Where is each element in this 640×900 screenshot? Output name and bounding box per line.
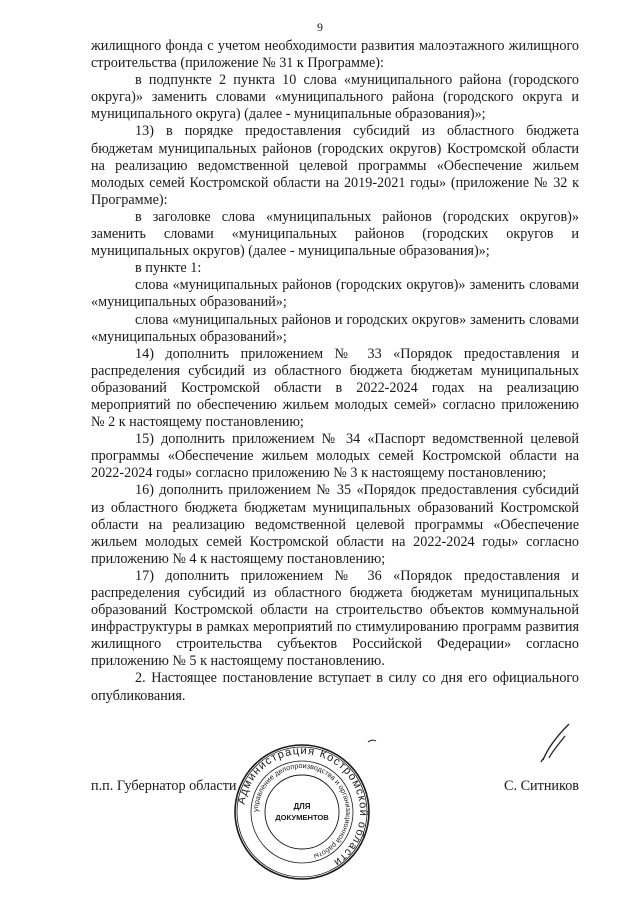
- paragraph: в заголовке слова «муниципальных районов (городских округов)» заменить словами «муниципальных районов (городских округов и муниципальных округов) (далее - муниципальные образования)»;: [91, 208, 579, 260]
- seal-inner-ring-text: управление делопроизводства и организационной работы: [250, 760, 354, 862]
- paragraph: 17) дополнить приложением № 36 «Порядок предоставления и распределения субсидий из областного бюджета бюджетам муниципальных образований Костромской области на строительство объектов коммунальной инфраструктуры в рамках мероприятий по стимулированию программ развития жилищного строительства субъектов Российской Федерации» согласно приложению № 5 к настоящему постановлению.: [91, 567, 579, 670]
- paragraph-continuation: жилищного фонда с учетом необходимости развития малоэтажного жилищного строительства (приложение № 31 к Программе):: [91, 38, 579, 72]
- document-body: [91, 38, 579, 705]
- paragraph: 14) дополнить приложением № 33 «Порядок предоставления и распределения субсидий из областного бюджета бюджетам муниципальных образований Костромской области в 2022-2024 годах на реализацию мероприятий по обеспечению жильем молодых семей» согласно приложению № 2 к настоящему постановлению;: [91, 345, 579, 431]
- paragraph: 15) дополнить приложением № 34 «Паспорт ведомственной целевой программы «Обеспечение жильем молодых семей Костромской области на 2022-2024 годы» согласно приложению № 3 к настоящему постановлению;: [91, 431, 579, 482]
- signer-title: п.п. Губернатор области: [91, 778, 237, 794]
- paragraph: слова «муниципальных районов (городских округов)» заменить словами «муниципальных образований»;: [91, 277, 579, 311]
- paragraph: в подпункте 2 пункта 10 слова «муниципального района (городского округа)» заменить словами «муниципального района (городского округа и муниципального округа) (далее - муниципальные образования)»;: [91, 72, 579, 123]
- paragraph: 13) в порядке предоставления субсидий из областного бюджета бюджетам муниципальных районов (городских округов) Костромской области на реализацию ведомственной целевой программы «Обеспечение жильем молодых семей Костромской области на 2019-2021 годы» (приложение № 32 к Программе):: [91, 123, 579, 208]
- page-number: 9: [317, 20, 323, 34]
- paragraph: 2. Настоящее постановление вступает в силу со дня его официального опубликования.: [91, 670, 579, 704]
- signer-name: С. Ситников: [504, 778, 579, 794]
- paragraph: 16) дополнить приложением № 35 «Порядок предоставления субсидий из областного бюджета бюджетам муниципальных образований Костромской области на реализацию ведомственной целевой программы «Обеспечение жильем молодых семей Костромской области на 2022-2024 годы» согласно приложению № 4 к настоящему постановлению;: [91, 482, 579, 567]
- seal-center-line-1: ДЛЯ: [293, 802, 311, 811]
- seal-ring-text: Администрация Костромской области: [235, 744, 370, 869]
- seal-center-line-2: ДОКУМЕНТОВ: [275, 813, 329, 822]
- official-seal: [232, 742, 372, 882]
- paragraph: в пункте 1:: [135, 260, 202, 277]
- paragraph: слова «муниципальных районов и городских округов» заменить словами «муниципальных образований»;: [91, 311, 579, 345]
- handwritten-signature: [535, 720, 575, 765]
